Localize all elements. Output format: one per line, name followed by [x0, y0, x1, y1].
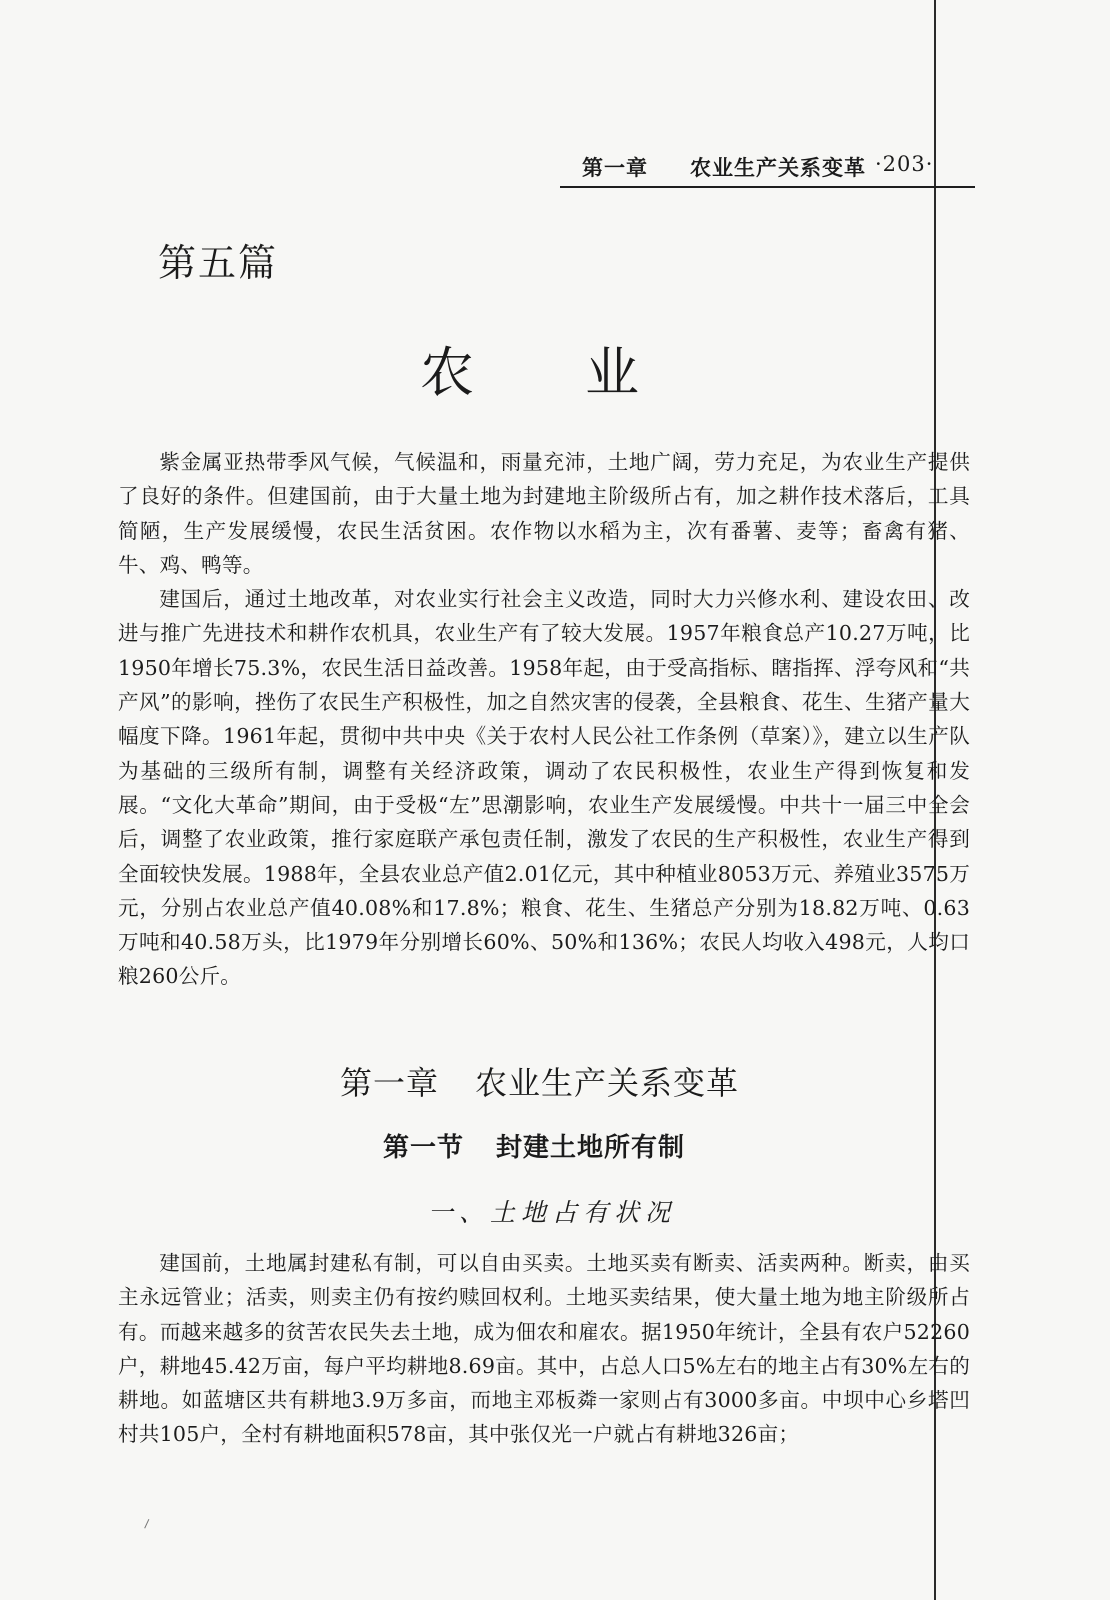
chapter-heading: [340, 1058, 739, 1104]
chapter-number: 第一章: [340, 1064, 440, 1102]
intro-text: [118, 445, 970, 994]
intro-paragraph-2: 建国后，通过土地改革，对农业实行社会主义改造，同时大力兴修水利、建设农田、改进与推广先进技术和耕作农机具，农业生产有了较大发展。1957年粮食总产10.27万吨，比1950年增长75.3%，农民生活日益改善。1958年起，由于受高指标、瞎指挥、浮夸风和“共产风”的影响，挫伤了农民生产积极性，加之自然灾害的侵袭，全县粮食、花生、生猪产量大幅度下降。1961年起，贯彻中共中央《关于农村人民公社工作条例（草案）》，建立以生产队为基础的三级所有制，调整有关经济政策，调动了农民积极性，农业生产得到恢复和发展。“文化大革命”期间，由于受极“左”思潮影响，农业生产发展缓慢。中共十一届三中全会后，调整了农业政策，推行家庭联产承包责任制，激发了农民的生产积极性，农业生产得到全面较快发展。1988年，全县农业总产值2.01亿元，其中种植业8053万元、养殖业3575万元，分别占农业总产值40.08%和17.8%；粮食、花生、生猪总产分别为18.82万吨、0.63万吨和40.58万头，比1979年分别增长60%、50%和136%；农民人均收入498元，人均口粮260公斤。: [118, 587, 970, 989]
land-paragraph-1: 建国前，土地属封建私有制，可以自由买卖。土地买卖有断卖、活卖两种。断卖，由买主永远管业；活卖，则卖主仍有按约赎回权利。土地买卖结果，使大量土地为地主阶级所占有。而越来越多的贫苦农民失去土地，成为佃农和雇农。据1950年统计，全县有农户52260户，耕地45.42万亩，每户平均耕地8.69亩。其中，占总人口5%左右的地主占有30%左右的耕地。如蓝塘区共有耕地3.9万多亩，而地主邓板粦一家则占有3000多亩。中坝中心乡塔凹村共105户，全村有耕地面积578亩，其中张仅光一户就占有耕地326亩；: [118, 1251, 970, 1447]
scan-speck: [144, 1519, 155, 1531]
subsection-heading: 一、土地占有状况: [428, 1198, 677, 1227]
section-title: 封建土地所有制: [496, 1133, 686, 1163]
chapter-title: 农业生产关系变革: [475, 1064, 740, 1102]
land-text: [118, 1246, 970, 1452]
section-heading: [383, 1127, 685, 1164]
intro-paragraph-1: 紫金属亚热带季风气候，气候温和，雨量充沛，土地广阔，劳力充足，为农业生产提供了良好的条件。但建国前，由于大量土地为封建地主阶级所占有，加之耕作技术落后，工具简陋，生产发展缓慢，农民生活贫困。农作物以水稻为主，次有番薯、麦等；畜禽有猪、牛、鸡、鸭等。: [118, 450, 970, 577]
section-number: 第一节: [383, 1133, 465, 1163]
page-number: ·203·: [875, 152, 934, 176]
part-label: 第五篇: [158, 241, 279, 285]
running-header: [560, 150, 975, 188]
part-title: 农 业: [420, 341, 640, 404]
header-chapter: 第一章: [582, 156, 648, 180]
header-title: 农业生产关系变革: [690, 156, 866, 180]
